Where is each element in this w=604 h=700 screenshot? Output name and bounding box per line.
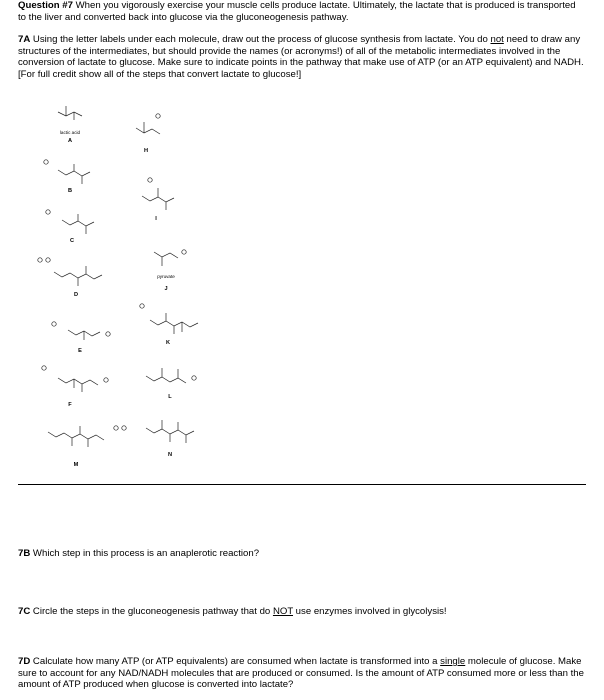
molecule-e	[52, 322, 110, 340]
question-7-intro-text: When you vigorously exercise your muscle cells produce lactate. Ultimately, the lactate that is produced is transported to the liver and converted back into glucose via the gluconeogenesis pathway.	[18, 0, 576, 23]
question-7a	[18, 34, 586, 80]
question-7a-label: 7A	[18, 34, 31, 45]
molecule-e-letter: E	[78, 348, 82, 354]
question-7c-underlined: NOT	[272, 606, 294, 617]
molecule-l-letter: L	[168, 394, 172, 400]
molecule-c	[46, 210, 94, 234]
question-7a-text-1: Using the letter labels under each molecule, draw out the process of glucose synthesis from lactate. You do	[30, 34, 491, 45]
molecule-h	[136, 114, 160, 134]
question-7b-text: Which step in this process is an anaplerotic reaction?	[30, 548, 260, 559]
question-7c-label: 7C	[18, 606, 31, 617]
molecule-a-name: lactic acid	[59, 130, 81, 135]
divider-line	[18, 484, 586, 485]
molecule-h-letter: H	[143, 148, 149, 154]
molecule-f	[42, 366, 108, 392]
molecule-i-letter: I	[155, 216, 157, 222]
molecule-m	[48, 426, 126, 447]
molecule-j	[154, 250, 186, 266]
molecule-d	[38, 258, 102, 286]
molecule-a	[58, 106, 82, 120]
question-7b	[18, 548, 586, 560]
question-7d	[18, 656, 586, 691]
question-7d-text-1: Calculate how many ATP (or ATP equivalents) are consumed when lactate is transformed into a	[30, 656, 441, 667]
molecule-a-letter: A	[67, 138, 73, 144]
question-7d-text-2: molecule of glucose. Make sure to account for any NAD/NADH molecules that are produced or consumed. Is the amount of ATP consumed more or less than the amount of ATP produced when glucose is converted into lactate?	[18, 656, 584, 691]
molecule-n-letter: N	[167, 452, 173, 458]
molecule-k	[140, 304, 198, 334]
question-7b-label: 7B	[18, 548, 31, 559]
molecule-b	[44, 160, 90, 184]
molecule-c-letter: C	[69, 238, 75, 244]
question-7d-underlined: single	[440, 656, 466, 667]
molecule-b-letter: B	[67, 188, 73, 194]
molecule-m-letter: M	[73, 462, 79, 468]
question-7c-text-1: Circle the steps in the gluconeogenesis pathway that do	[30, 606, 273, 617]
molecule-d-letter: D	[73, 292, 79, 298]
molecule-j-letter: J	[164, 286, 168, 292]
question-7c-text-2: use enzymes involved in glycolysis!	[293, 606, 447, 617]
molecule-n	[146, 420, 194, 443]
molecule-l	[146, 368, 196, 383]
question-7a-text-2: need to draw any structures of the intermediates, but should provide the names (or acronyms!) of all of the metabolic intermediates involved in the conversion of lactate to glucose. Make sure to indicate points in the pathway that make use of ATP (or an ATP equivalent) and NADH. [For full credit show all of the steps that convert lactate to glucose!]	[18, 34, 584, 80]
molecule-f-letter: F	[68, 402, 72, 408]
question-7d-label: 7D	[18, 656, 31, 667]
question-7-intro	[18, 0, 586, 23]
molecule-structures-figure	[18, 92, 218, 478]
molecule-k-letter: K	[165, 340, 171, 346]
question-7a-underlined: not	[490, 34, 504, 45]
question-7-number: Question #7	[18, 0, 73, 11]
question-7c	[18, 606, 586, 618]
molecule-i	[142, 178, 174, 210]
molecule-j-name: pyruvate	[157, 274, 175, 279]
